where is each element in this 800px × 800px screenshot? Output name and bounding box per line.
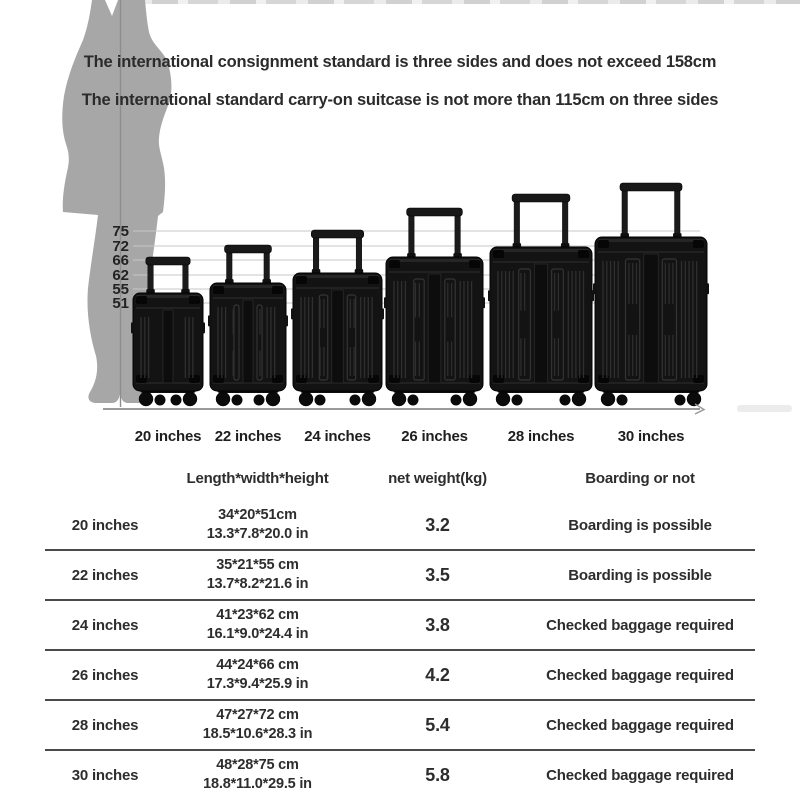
cell-size: 26 inches bbox=[71, 666, 139, 684]
size-spec-table bbox=[45, 455, 755, 799]
dims-in: 13.3*7.8*20.0 in bbox=[206, 526, 309, 542]
wheel bbox=[362, 392, 376, 406]
wheel bbox=[496, 392, 510, 406]
handle-grip bbox=[146, 257, 190, 265]
suitcase-size-label: 22 inches bbox=[214, 428, 282, 445]
suitcase-size-label: 20 inches bbox=[134, 428, 202, 445]
suitcase-size-label: 30 inches bbox=[617, 428, 685, 445]
handle-grip bbox=[225, 245, 272, 253]
dims-in: 13.7*8.2*21.6 in bbox=[206, 576, 309, 592]
headline-consignment-standard: The international consignment standard is three sides and does not exceed 158cm bbox=[83, 53, 717, 71]
col-header-boarding: Boarding or not bbox=[585, 469, 695, 487]
scale-mark: 72 bbox=[112, 238, 129, 255]
cell-boarding-status: Checked baggage required bbox=[546, 766, 734, 784]
cell-dimensions bbox=[165, 606, 350, 644]
headline-carryon-standard: The international standard carry-on suitcase is not more than 115cm on three sides bbox=[81, 91, 719, 109]
cell-boarding-status: Boarding is possible bbox=[568, 516, 712, 534]
cell-boarding-status: Checked baggage required bbox=[546, 616, 734, 634]
handle-grip bbox=[512, 194, 570, 202]
cell-net-weight: 5.8 bbox=[425, 764, 450, 785]
scale-mark: 75 bbox=[112, 223, 129, 240]
cell-dimensions bbox=[165, 506, 350, 544]
height-scale-numbers bbox=[112, 223, 129, 312]
faint-smudge bbox=[737, 405, 792, 412]
col-header-weight: net weight(kg) bbox=[388, 469, 487, 487]
table-row bbox=[45, 701, 755, 751]
cell-boarding-status: Checked baggage required bbox=[546, 716, 734, 734]
handle-grip bbox=[407, 208, 463, 216]
dims-cm: 35*21*55 cm bbox=[216, 556, 299, 573]
suitcase-size-label: 24 inches bbox=[304, 428, 371, 445]
cell-size: 24 inches bbox=[71, 616, 139, 634]
wheel bbox=[601, 392, 615, 406]
suitcase-24-inches bbox=[291, 230, 384, 445]
cell-net-weight: 3.5 bbox=[425, 564, 450, 585]
scale-mark: 66 bbox=[112, 252, 129, 269]
suitcase-size-label: 26 inches bbox=[401, 428, 468, 445]
dims-cm: 44*24*66 cm bbox=[216, 656, 299, 673]
cell-size: 22 inches bbox=[71, 566, 139, 584]
suitcase-28-inches bbox=[488, 194, 594, 445]
cell-size: 28 inches bbox=[71, 716, 139, 734]
cell-net-weight: 3.8 bbox=[425, 614, 450, 635]
table-row bbox=[45, 751, 755, 799]
cell-dimensions bbox=[165, 706, 350, 744]
cell-net-weight: 3.2 bbox=[425, 514, 450, 535]
dims-in: 18.8*11.0*29.5 in bbox=[203, 776, 312, 792]
dims-cm: 34*20*51cm bbox=[218, 506, 297, 523]
wheel bbox=[216, 392, 230, 406]
suitcase-size-label: 28 inches bbox=[507, 428, 575, 445]
wheel bbox=[463, 392, 477, 406]
wheel bbox=[687, 392, 701, 406]
handle-grip bbox=[311, 230, 363, 238]
wheel bbox=[572, 392, 586, 406]
scale-mark: 51 bbox=[112, 295, 129, 312]
handle-grip bbox=[620, 183, 682, 191]
wheel bbox=[392, 392, 406, 406]
dims-cm: 48*28*75 cm bbox=[216, 756, 299, 773]
scale-mark: 55 bbox=[112, 281, 129, 298]
dims-in: 18.5*10.6*28.3 in bbox=[202, 726, 313, 742]
cell-net-weight: 5.4 bbox=[425, 714, 450, 735]
suitcase-30-inches bbox=[593, 183, 709, 445]
wheel bbox=[299, 392, 313, 406]
dims-in: 16.1*9.0*24.4 in bbox=[206, 626, 309, 642]
wheel bbox=[266, 392, 280, 406]
dims-in: 17.3*9.4*25.9 in bbox=[206, 676, 309, 692]
cell-net-weight: 4.2 bbox=[425, 664, 450, 685]
table-row bbox=[45, 551, 755, 601]
table-row bbox=[45, 651, 755, 701]
cell-boarding-status: Checked baggage required bbox=[546, 666, 734, 684]
cell-dimensions bbox=[165, 556, 350, 594]
table-row bbox=[45, 501, 755, 551]
wheel bbox=[139, 392, 153, 406]
table-row bbox=[45, 601, 755, 651]
cell-size: 20 inches bbox=[71, 516, 139, 534]
dims-cm: 47*27*72 cm bbox=[216, 706, 299, 723]
cell-dimensions bbox=[165, 756, 350, 794]
col-header-dims: Length*width*height bbox=[186, 469, 329, 487]
scale-mark: 62 bbox=[112, 267, 129, 284]
dims-cm: 41*23*62 cm bbox=[216, 606, 299, 623]
wheel bbox=[183, 392, 197, 406]
cell-size: 30 inches bbox=[71, 766, 139, 784]
table-header-row bbox=[45, 455, 755, 501]
cell-dimensions bbox=[165, 656, 350, 694]
cell-boarding-status: Boarding is possible bbox=[568, 566, 712, 584]
